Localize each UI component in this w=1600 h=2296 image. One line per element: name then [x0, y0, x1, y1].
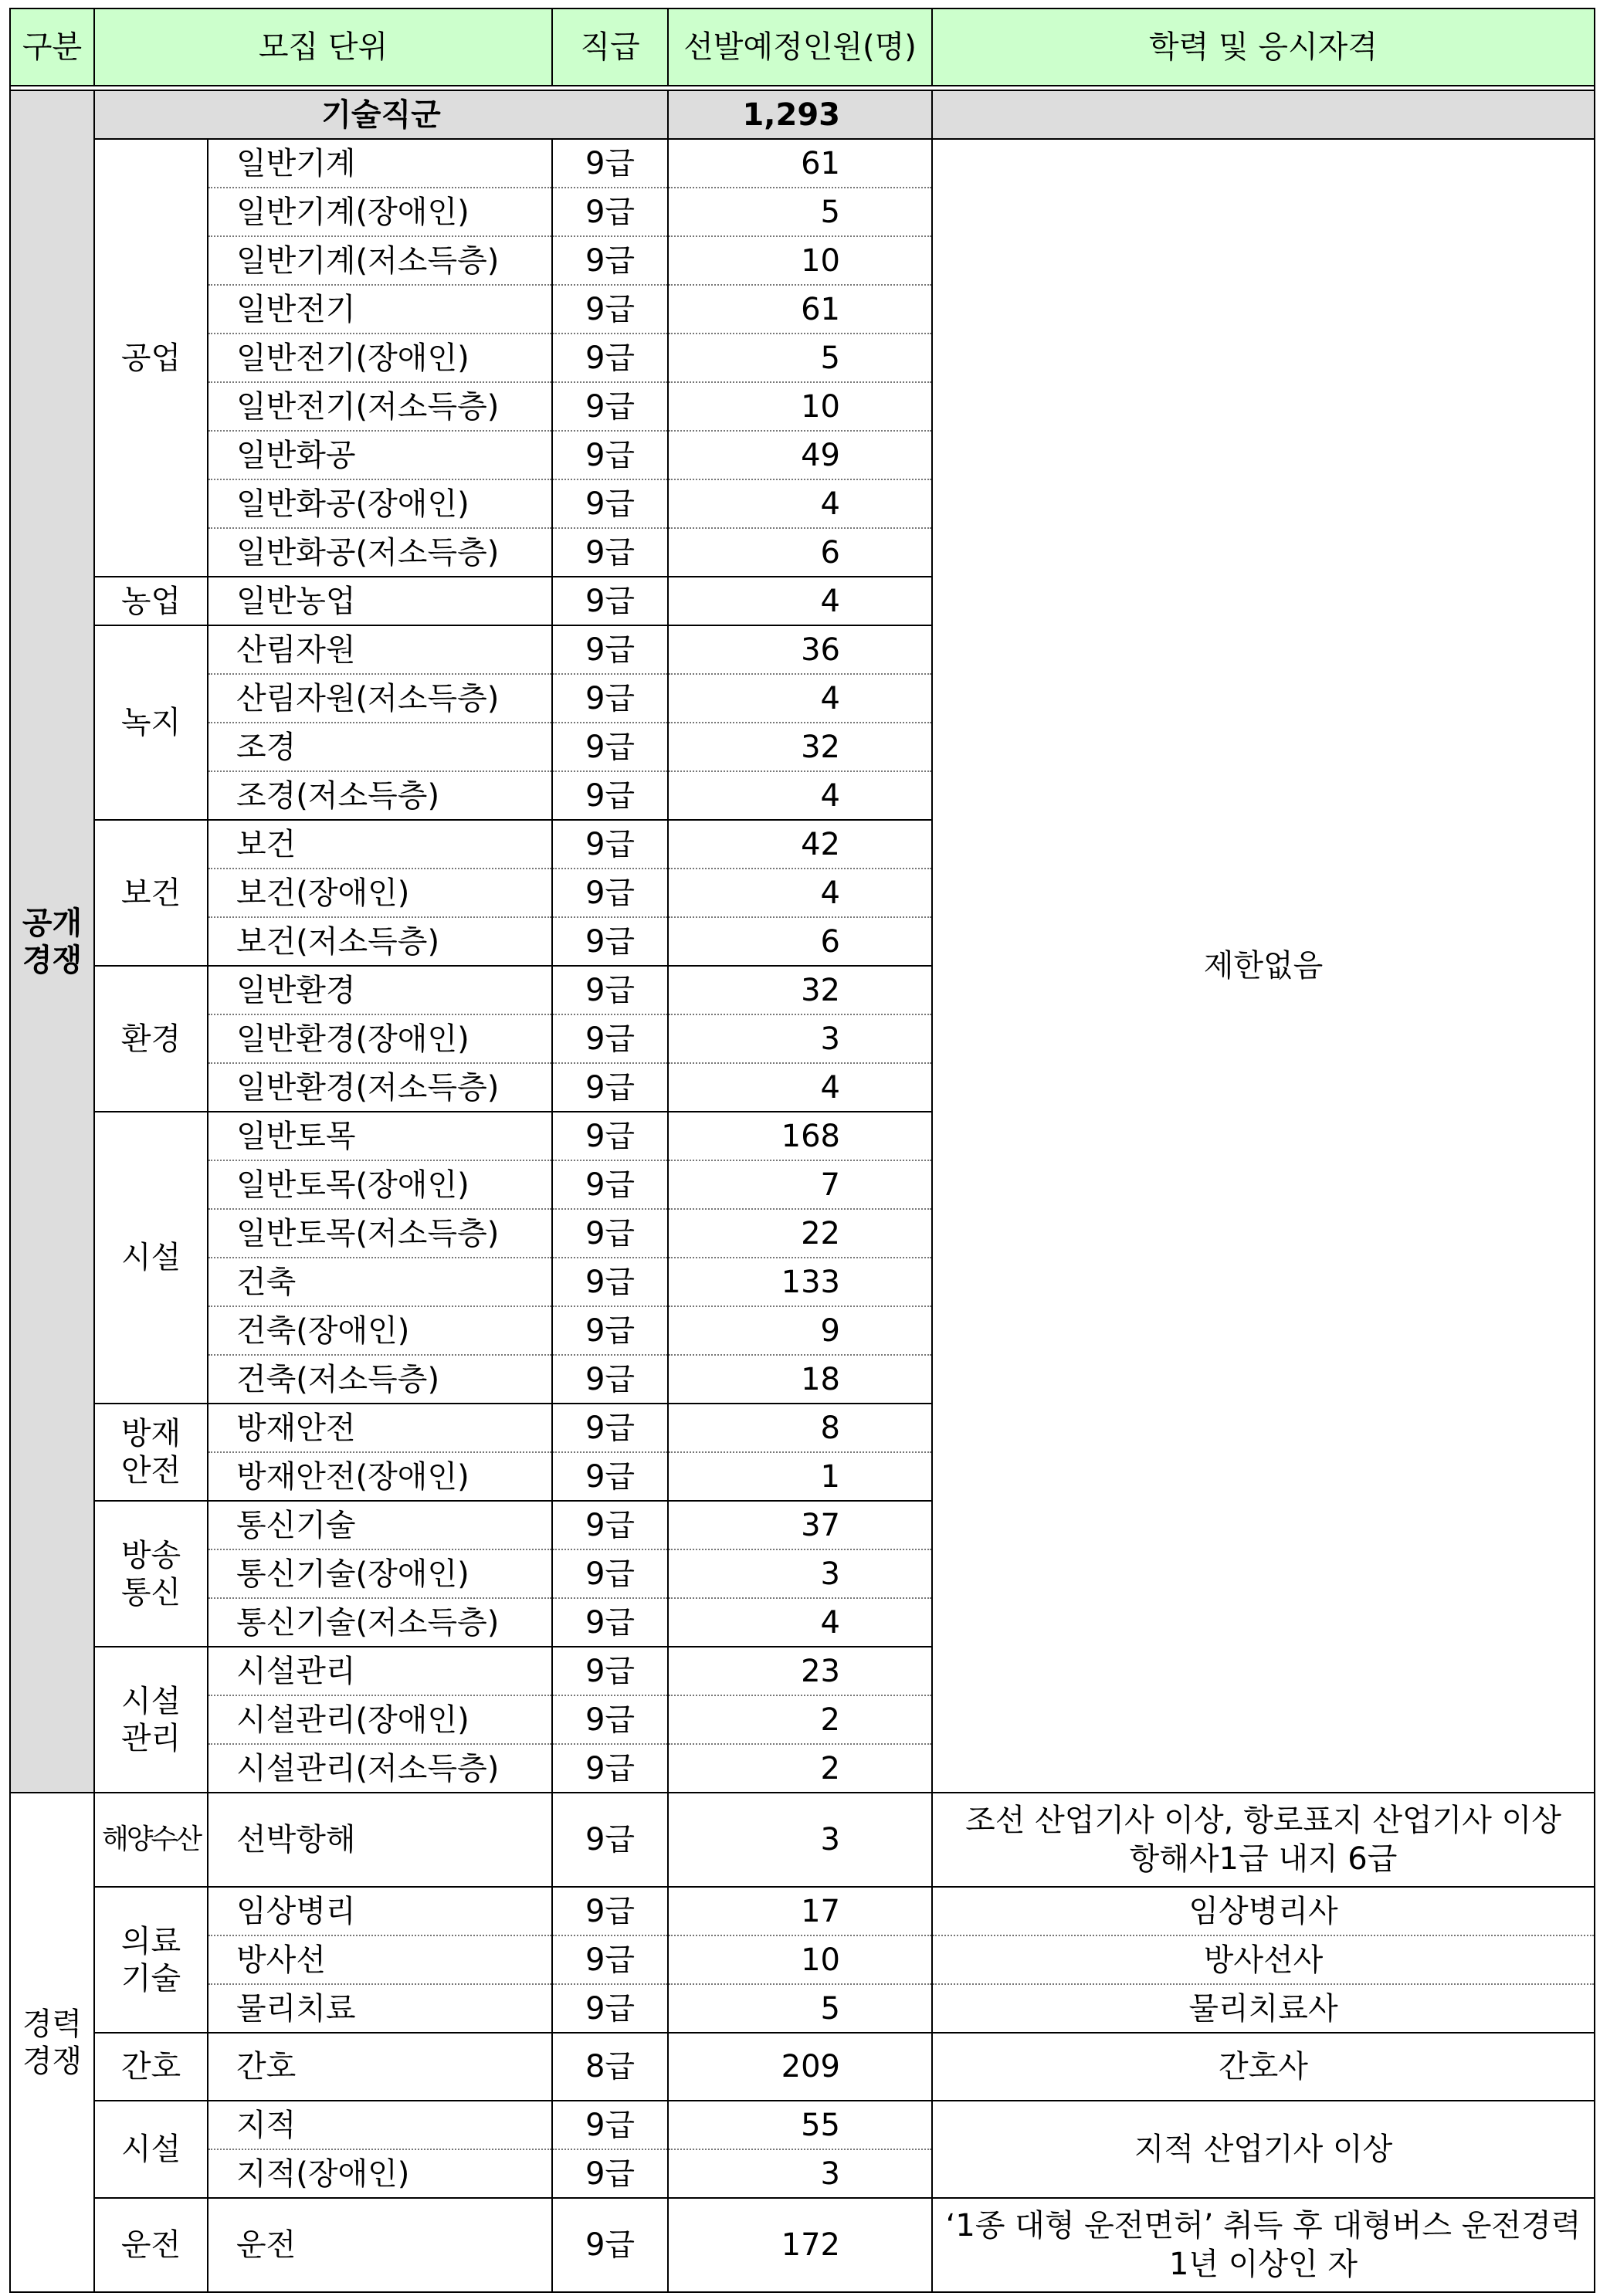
unit-cell: 일반전기(장애인) [208, 334, 552, 382]
category-cell: 시설 [94, 2101, 208, 2198]
unit-cell: 선박항해 [208, 1793, 552, 1887]
unit-cell: 건축 [208, 1258, 552, 1306]
grade-cell: 9급 [552, 1014, 668, 1063]
gubun-open [10, 90, 94, 1793]
unit-cell: 보건(장애인) [208, 869, 552, 917]
grade-cell: 9급 [552, 1793, 668, 1887]
grade-cell: 9급 [552, 723, 668, 771]
unit-cell: 일반화공 [208, 431, 552, 479]
grade-cell: 9급 [552, 1306, 668, 1355]
category-cell-line2: 관리 [120, 1720, 181, 1756]
count-cell: 10 [668, 236, 932, 285]
count-cell: 4 [668, 1063, 932, 1112]
count-cell: 7 [668, 1160, 932, 1209]
count-cell: 2 [668, 1695, 932, 1744]
grade-cell: 9급 [552, 382, 668, 431]
grade-cell: 9급 [552, 1935, 668, 1984]
grade-cell: 9급 [552, 820, 668, 869]
count-cell: 10 [668, 1935, 932, 1984]
count-cell: 18 [668, 1355, 932, 1404]
grade-cell: 9급 [552, 966, 668, 1014]
qual-cell: 물리치료사 [932, 1984, 1595, 2033]
table-row [10, 2101, 1595, 2149]
count-cell: 36 [668, 625, 932, 674]
count-cell: 4 [668, 1598, 932, 1647]
recruitment-table-wrap [9, 8, 1594, 2293]
category-medical-line2: 기술 [120, 1960, 181, 1996]
grade-cell: 9급 [552, 1887, 668, 1935]
table-row [10, 1984, 1595, 2033]
grade-cell: 9급 [552, 285, 668, 334]
header-unit: 모집 단위 [94, 8, 552, 86]
category-medical-line1: 의료 [120, 1923, 181, 1959]
grade-cell: 9급 [552, 1160, 668, 1209]
grade-cell: 9급 [552, 1404, 668, 1452]
count-cell: 17 [668, 1887, 932, 1935]
count-cell: 32 [668, 723, 932, 771]
unit-cell: 임상병리 [208, 1887, 552, 1935]
qual-open: 제한없음 [932, 139, 1595, 1793]
category-cell-line1: 방송 [120, 1537, 181, 1573]
unit-cell: 시설관리(저소득층) [208, 1744, 552, 1793]
count-cell: 1 [668, 1452, 932, 1501]
grade-cell: 9급 [552, 674, 668, 723]
unit-cell: 일반기계(장애인) [208, 188, 552, 236]
count-cell: 49 [668, 431, 932, 479]
grade-cell: 9급 [552, 2198, 668, 2292]
unit-cell: 지적 [208, 2101, 552, 2149]
unit-cell: 일반환경(장애인) [208, 1014, 552, 1063]
table-row [10, 1935, 1595, 1984]
unit-cell: 지적(장애인) [208, 2149, 552, 2198]
count-cell: 6 [668, 917, 932, 966]
unit-cell: 일반환경(저소득층) [208, 1063, 552, 1112]
count-cell: 23 [668, 1647, 932, 1695]
header-row [10, 8, 1595, 86]
grade-cell: 9급 [552, 236, 668, 285]
count-cell: 37 [668, 1501, 932, 1549]
grade-cell: 9급 [552, 479, 668, 528]
unit-cell: 일반화공(저소득층) [208, 528, 552, 577]
category-cell-line2: 안전 [120, 1453, 181, 1488]
count-cell: 55 [668, 2101, 932, 2149]
unit-cell: 일반전기 [208, 285, 552, 334]
unit-cell: 방재안전 [208, 1404, 552, 1452]
unit-cell: 산림자원(저소득층) [208, 674, 552, 723]
count-cell: 2 [668, 1744, 932, 1793]
category-cell: 공업 [94, 139, 208, 577]
category-cell [94, 1404, 208, 1501]
category-cell: 녹지 [94, 625, 208, 820]
qual-marine-line2: 항해사1급 내지 6급 [1129, 1841, 1398, 1877]
count-cell: 4 [668, 869, 932, 917]
count-cell: 61 [668, 139, 932, 188]
summary-qual-blank [932, 90, 1595, 139]
table-row [10, 139, 1595, 188]
category-cell [94, 1887, 208, 2033]
category-cell: 환경 [94, 966, 208, 1112]
unit-cell: 일반토목 [208, 1112, 552, 1160]
count-cell: 4 [668, 674, 932, 723]
header-qual: 학력 및 응시자격 [932, 8, 1595, 86]
category-cell: 시설 [94, 1112, 208, 1404]
unit-cell: 운전 [208, 2198, 552, 2292]
summary-row [10, 90, 1595, 139]
count-cell: 133 [668, 1258, 932, 1306]
count-cell: 4 [668, 771, 932, 820]
unit-cell: 일반토목(장애인) [208, 1160, 552, 1209]
category-cell-line1: 방재 [120, 1416, 181, 1451]
grade-cell: 9급 [552, 1984, 668, 2033]
count-cell: 3 [668, 1014, 932, 1063]
grade-cell: 9급 [552, 431, 668, 479]
unit-cell: 일반전기(저소득층) [208, 382, 552, 431]
count-cell: 9 [668, 1306, 932, 1355]
grade-cell: 9급 [552, 577, 668, 625]
table-body [10, 86, 1595, 2292]
grade-cell: 9급 [552, 1209, 668, 1258]
unit-cell: 일반토목(저소득층) [208, 1209, 552, 1258]
grade-cell: 9급 [552, 917, 668, 966]
unit-cell: 조경 [208, 723, 552, 771]
grade-cell: 9급 [552, 1258, 668, 1306]
grade-cell: 9급 [552, 139, 668, 188]
grade-cell: 9급 [552, 334, 668, 382]
category-cell [94, 1501, 208, 1647]
unit-cell: 보건(저소득층) [208, 917, 552, 966]
unit-cell: 일반화공(장애인) [208, 479, 552, 528]
grade-cell: 9급 [552, 1695, 668, 1744]
unit-cell: 일반기계(저소득층) [208, 236, 552, 285]
unit-cell: 물리치료 [208, 1984, 552, 2033]
qual-driving-line1: ‘1종 대형 운전면허’ 취득 후 대형버스 운전경력 [945, 2208, 1581, 2244]
grade-cell: 9급 [552, 771, 668, 820]
count-cell: 61 [668, 285, 932, 334]
unit-cell: 방재안전(장애인) [208, 1452, 552, 1501]
category-cell: 운전 [94, 2198, 208, 2292]
grade-cell: 9급 [552, 1501, 668, 1549]
header-count: 선발예정인원(명) [668, 8, 932, 86]
unit-cell: 방사선 [208, 1935, 552, 1984]
count-cell: 4 [668, 577, 932, 625]
unit-cell: 보건 [208, 820, 552, 869]
unit-cell: 시설관리 [208, 1647, 552, 1695]
grade-cell: 9급 [552, 1744, 668, 1793]
category-cell [94, 1647, 208, 1793]
category-cell-line2: 통신 [120, 1574, 181, 1610]
gubun-career-line1: 경력 [22, 2006, 83, 2042]
table-row [10, 1793, 1595, 1887]
grade-cell: 9급 [552, 869, 668, 917]
qual-cell [932, 1793, 1595, 1887]
category-cell-line1: 시설 [120, 1683, 181, 1719]
count-cell: 5 [668, 1984, 932, 2033]
gubun-open-line1: 공개 [22, 905, 83, 941]
gubun-career-line2: 경쟁 [22, 2043, 83, 2079]
grade-cell: 9급 [552, 1452, 668, 1501]
qual-cell: 임상병리사 [932, 1887, 1595, 1935]
table-row [10, 2033, 1595, 2101]
unit-cell: 통신기술(장애인) [208, 1549, 552, 1598]
category-cell: 해양수산 [94, 1793, 208, 1887]
header-gubun: 구분 [10, 8, 94, 86]
count-cell: 3 [668, 1793, 932, 1887]
count-cell: 42 [668, 820, 932, 869]
count-cell: 6 [668, 528, 932, 577]
header-grade: 직급 [552, 8, 668, 86]
summary-count: 1,293 [668, 90, 932, 139]
grade-cell: 8급 [552, 2033, 668, 2101]
qual-marine-line1: 조선 산업기사 이상, 항로표지 산업기사 이상 [965, 1803, 1561, 1838]
recruitment-table [9, 8, 1595, 2293]
grade-cell: 9급 [552, 528, 668, 577]
qual-cell [932, 2198, 1595, 2292]
count-cell: 10 [668, 382, 932, 431]
unit-cell: 간호 [208, 2033, 552, 2101]
unit-cell: 조경(저소득층) [208, 771, 552, 820]
unit-cell: 일반농업 [208, 577, 552, 625]
count-cell: 5 [668, 188, 932, 236]
qual-driving-line2: 1년 이상인 자 [1168, 2247, 1358, 2282]
count-cell: 3 [668, 1549, 932, 1598]
summary-label: 기술직군 [94, 90, 668, 139]
unit-cell: 통신기술 [208, 1501, 552, 1549]
grade-cell: 9급 [552, 1112, 668, 1160]
count-cell: 3 [668, 2149, 932, 2198]
grade-cell: 9급 [552, 1355, 668, 1404]
qual-cell: 지적 산업기사 이상 [932, 2101, 1595, 2198]
unit-cell: 건축(저소득층) [208, 1355, 552, 1404]
grade-cell: 9급 [552, 625, 668, 674]
count-cell: 5 [668, 334, 932, 382]
qual-cell: 방사선사 [932, 1935, 1595, 1984]
unit-cell: 시설관리(장애인) [208, 1695, 552, 1744]
grade-cell: 9급 [552, 1549, 668, 1598]
category-cell: 간호 [94, 2033, 208, 2101]
grade-cell: 9급 [552, 2101, 668, 2149]
table-row [10, 2198, 1595, 2292]
grade-cell: 9급 [552, 188, 668, 236]
grade-cell: 9급 [552, 1598, 668, 1647]
grade-cell: 9급 [552, 1063, 668, 1112]
grade-cell: 9급 [552, 1647, 668, 1695]
count-cell: 172 [668, 2198, 932, 2292]
gubun-career [10, 1793, 94, 2292]
category-cell: 농업 [94, 577, 208, 625]
count-cell: 209 [668, 2033, 932, 2101]
grade-cell: 9급 [552, 2149, 668, 2198]
count-cell: 8 [668, 1404, 932, 1452]
count-cell: 22 [668, 1209, 932, 1258]
unit-cell: 일반기계 [208, 139, 552, 188]
category-cell: 보건 [94, 820, 208, 966]
unit-cell: 건축(장애인) [208, 1306, 552, 1355]
unit-cell: 통신기술(저소득층) [208, 1598, 552, 1647]
unit-cell: 일반환경 [208, 966, 552, 1014]
unit-cell: 산림자원 [208, 625, 552, 674]
count-cell: 168 [668, 1112, 932, 1160]
gubun-open-line2: 경쟁 [22, 942, 83, 978]
count-cell: 32 [668, 966, 932, 1014]
count-cell: 4 [668, 479, 932, 528]
table-row [10, 1887, 1595, 1935]
qual-cell: 간호사 [932, 2033, 1595, 2101]
